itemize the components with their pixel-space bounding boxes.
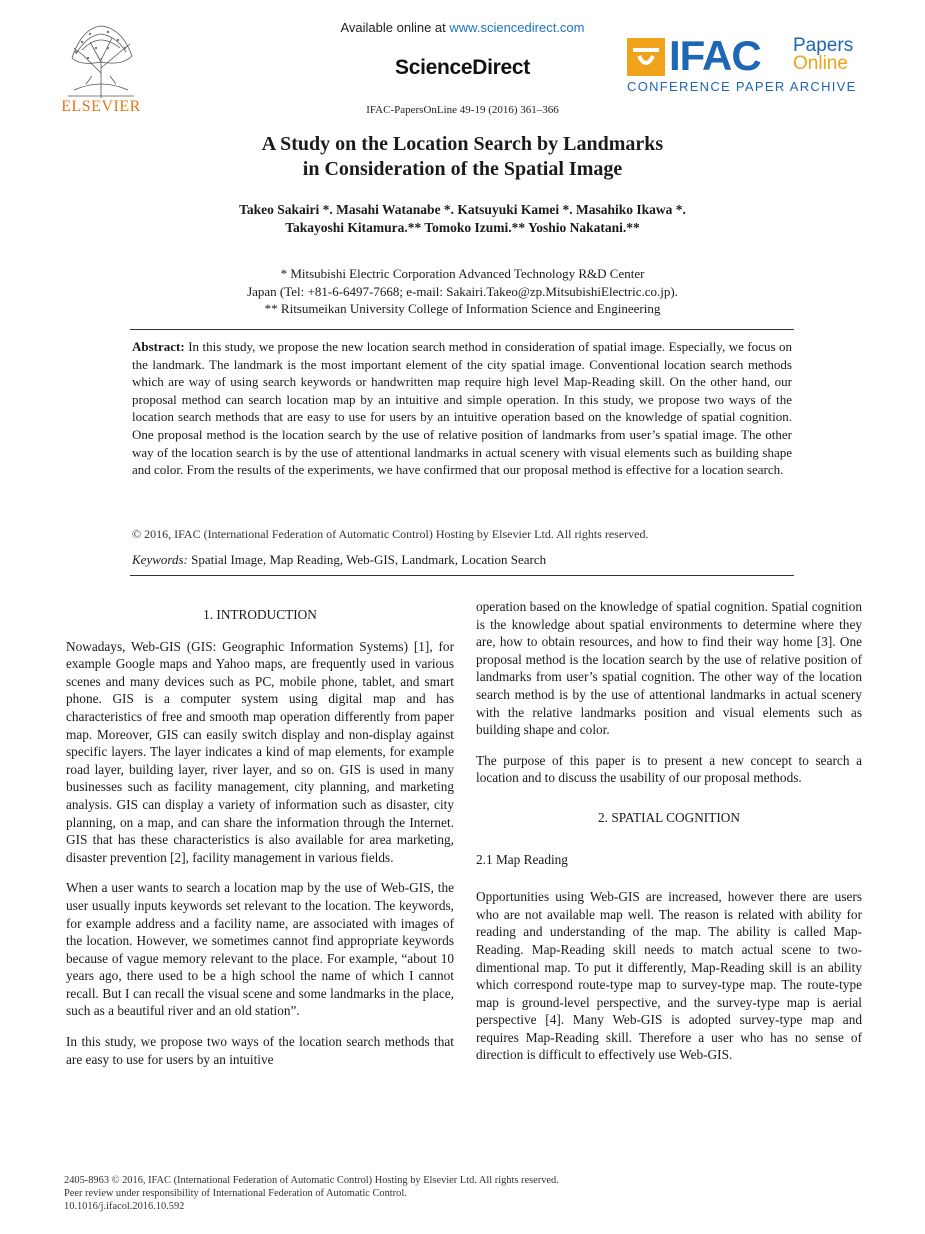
- elsevier-wordmark: ELSEVIER: [61, 98, 141, 115]
- right-column: [476, 598, 862, 1077]
- ifac-emblem-icon: [627, 38, 665, 76]
- available-online-text: Available online at: [340, 20, 450, 35]
- subsection-2-1-heading: 2.1 Map Reading: [476, 851, 568, 867]
- keywords-text: Spatial Image, Map Reading, Web-GIS, Landmark, Location Search: [187, 552, 547, 567]
- right-paragraph-2: The purpose of this paper is to present a new concept to search a location and to discuss the usability of our proposal methods.: [476, 752, 862, 786]
- affiliations: [130, 265, 795, 318]
- abstract-text: In this study, we propose the new location search method in consideration of spatial image. Especially, we focus on the landmark. The landmark is the most important element of the city spatial image. Conventional location search methods which are way of using search keywords or handwritten map require high level Map-Reading skill. On the other hand, our proposal method can search location map by an intuitive and simple operation. In this study, we propose two ways of the location search methods that are easy to use for users by an intuitive operation based on the knowledge of spatial cognition. One proposal method is the location search by the use of relative position of landmarks from user’s spatial image. The other way of the location search is by the use of attentional landmarks in actual scenery with visual elements such as building shape and color. From the results of the experiments, we have confirmed that our proposal method is effective for a location search.: [132, 339, 792, 478]
- ifac-wordmark: IFAC: [669, 32, 761, 79]
- footer-doi[interactable]: 10.1016/j.ifacol.2016.10.592: [64, 1201, 185, 1212]
- keywords: [132, 552, 792, 568]
- title-line-2: in Consideration of the Spatial Image: [302, 158, 623, 180]
- intro-paragraph-2: When a user wants to search a location map by the use of Web-GIS, the user usually inputs keywords set relevant to the location. The keywords, for example address and a facility name, are associated with images of the location. However, we sometimes cannot find appropriate keywords because of vague memory relevant to the place. For example, “about 10 years ago, there used to be a high school the name of which I cannot recall. But I can recall the visual scene and some landmarks in the place, such as a beautiful river and an old station”.: [66, 880, 454, 1019]
- right-paragraph-1: operation based on the knowledge of spatial cognition. Spatial cognition is the knowledge about spatial environments to determine where they are, how to obtain resources, and how to find their way home [3]. One proposal method is the location search by the use of relative position of landmarks from user’s spatial cognition. The other way of the location search method is by the use of attentional landmarks in actual scenery with the relative landmarks position and visual elements such as building shape and color.: [476, 599, 862, 738]
- abstract-top-rule: [130, 329, 794, 330]
- conference-paper-archive: CONFERENCE PAPER ARCHIVE: [627, 79, 857, 94]
- affiliation-line-3: ** Ritsumeikan University College of Information Science and Engineering: [264, 301, 661, 316]
- footer-peer-review-line: Peer review under responsibility of International Federation of Automatic Control.: [64, 1188, 407, 1199]
- papers-word: Papers: [793, 35, 854, 56]
- footer-issn-line: 2405-8963 © 2016, IFAC (International Federation of Automatic Control) Hosting by Elsevier Ltd. All rights reserved.: [64, 1175, 559, 1186]
- sciencedirect-logo: ScienceDirect: [394, 56, 530, 79]
- authors-line-2: Takayoshi Kitamura.** Tomoko Izumi.** Yoshio Nakatani.**: [285, 220, 640, 235]
- abstract-label: Abstract:: [132, 339, 185, 354]
- elsevier-tree-icon: [62, 18, 140, 100]
- elsevier-logo: [56, 18, 146, 118]
- copyright-notice: © 2016, IFAC (International Federation of Automatic Control) Hosting by Elsevier Ltd. All rights reserved.: [132, 527, 649, 541]
- journal-reference: IFAC-PapersOnLine 49-19 (2016) 361–366: [366, 104, 559, 116]
- intro-paragraph-3: In this study, we propose two ways of the location search methods that are easy to use for users by an intuitive: [66, 1034, 454, 1067]
- footer: [64, 1174, 864, 1213]
- keywords-label: Keywords:: [132, 552, 188, 567]
- title-line-1: A Study on the Location Search by Landmarks: [261, 133, 664, 155]
- authors-line-1: Takeo Sakairi *. Masahi Watanabe *. Katsuyuki Kamei *. Masahiko Ikawa *.: [239, 202, 686, 217]
- affiliation-line-2: Japan (Tel: +81-6-6497-7668; e-mail: Sakairi.Takeo@zp.MitsubishiElectric.co.jp).: [247, 283, 678, 299]
- section-2-heading: 2. SPATIAL COGNITION: [598, 809, 740, 825]
- abstract: [132, 338, 792, 479]
- intro-paragraph-1: Nowadays, Web-GIS (GIS: Geographic Information Systems) [1], for example Google maps and Yahoo maps, are frequently used in various scenes and many devices such as PC, mobile phone, tablet, and smart phone. GIS is a computer system using digital map and has characteristics of free and smooth map operation differently from paper map. Moreover, GIS can easily switch display and non-display against specific layers. The layer indicates a kind of map elements, for example road layer, building layer, river layer, and so on. GIS is used in many businesses such as facility management, city planning, and marketing analysis. GIS can display a variety of information such as disaster, city planning, on a map, and can share the information through the Internet. GIS that has these characteristics is also available for area marketing, disaster prevention [2], facility management in various fields.: [66, 638, 454, 865]
- author-list: [130, 201, 795, 237]
- abstract-bottom-rule: [130, 575, 794, 576]
- ifac-papersonline-logo: [627, 34, 872, 100]
- section-1-heading: 1. INTRODUCTION: [203, 607, 317, 622]
- left-column: [66, 606, 454, 1081]
- map-reading-paragraph: Opportunities using Web-GIS are increased, however there are users who are not available map well. The reason is related with ability for reading and understanding of the map. The ability is called Map-Reading. Map-Reading skill needs to match actual scene to two-dimentional map. To put it differently, Map-Reading skill is an ability which correspond route-type map to survey-type map. The route-type map is ground-level perspective, and the survey-type map is aerial perspective [4]. Many Web-GIS is adopted survey-type map and requires Map-Reading skill. Therefore a user who has no sense of direction is difficult to effectively use Web-GIS.: [476, 889, 862, 1063]
- online-word: Online: [793, 53, 848, 74]
- paper-title: [130, 132, 795, 182]
- sciencedirect-link[interactable]: www.sciencedirect.com: [449, 20, 585, 35]
- affiliation-line-1: * Mitsubishi Electric Corporation Advanced Technology R&D Center: [280, 266, 645, 281]
- available-online-line: [200, 20, 725, 35]
